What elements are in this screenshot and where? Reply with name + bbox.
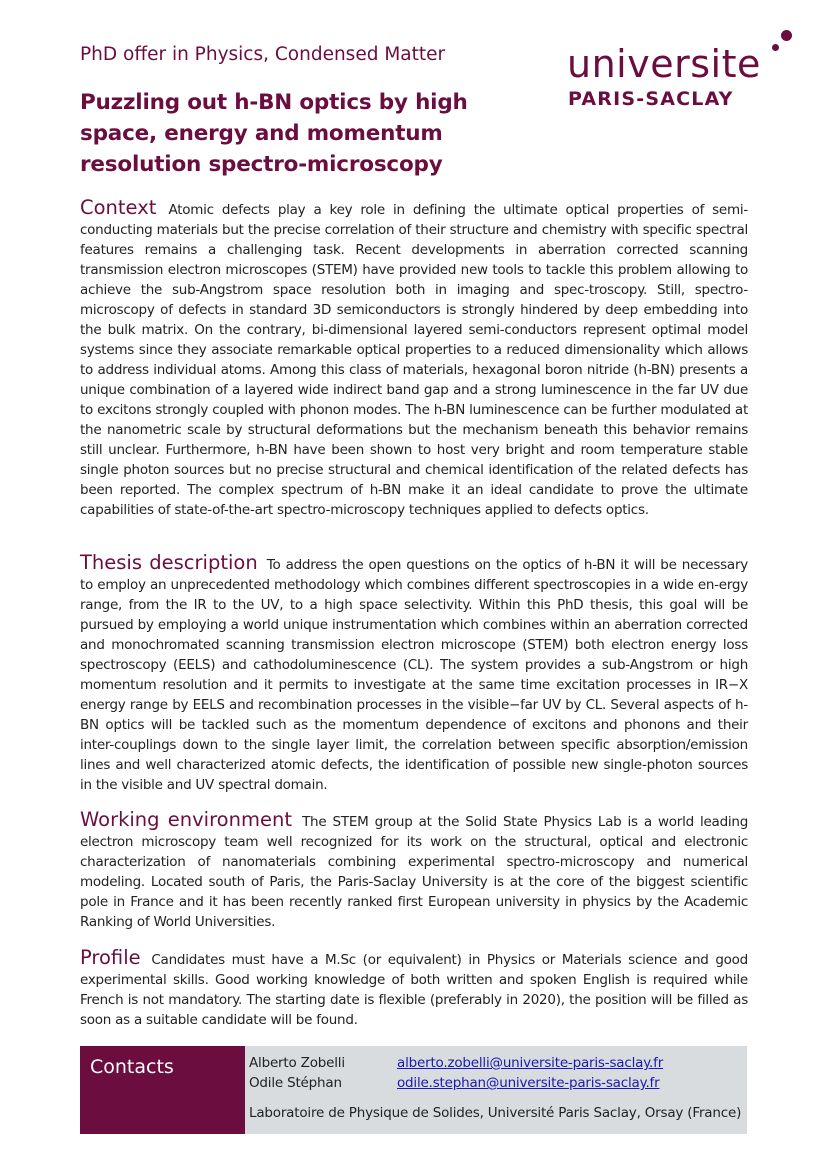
contact-name: Alberto Zobelli [249, 1055, 345, 1071]
logo-subtitle: PARIS-SACLAY [568, 88, 734, 110]
thesis-body: To address the open questions on the optics of h-BN it will be necessary to employ an unprecedented methodology which combines different spectroscopies in a wide en-ergy range, from the IR to the UV, to a high space selectivity. Within this PhD thesis, this goal will be pursued by employing a world unique instrumentation which combines within an aberration corrected and monochromated scanning transmission electron microscope (STEM) both electron energy loss spectroscopy (EELS) and cathodoluminescence (CL). The system provides a sub-Angstrom or high momentum resolution and it permits to investigate at the same time excitation processes in IR−X energy range by EELS and recombination processes in the visible−far UV by CL. Several aspects of h-BN optics will be tackled such as the momentum dependence of excitons and phonons and their inter-couplings down to the single layer limit, the correlation between specific absorption/emission lines and well characterized atomic defects, the identification of possible new single-photon sources in the visible and UV spectral domain. [80, 557, 748, 793]
working-body: The STEM group at the Solid State Physics Lab is a world leading electron microscopy team well recognized for its work on the structural, optical and electronic characterization of nanomaterials combining experimental spectro-microscopy and numerical modeling. Located south of Paris, the Paris-Saclay University is at the core of the biggest scientific pole in France and it has been recently ranked first European university in physics by the Academic Ranking of World Universities. [80, 814, 749, 930]
working-section [80, 810, 748, 932]
contact-row [249, 1053, 747, 1073]
university-logo [565, 30, 795, 110]
lab-address: Laboratoire de Physique de Solides, Université Paris Saclay, Orsay (France) [249, 1105, 742, 1121]
working-heading: Working environment [80, 808, 292, 831]
context-heading: Context [80, 196, 157, 219]
thesis-heading: Thesis description [80, 551, 258, 574]
context-section [80, 198, 748, 520]
profile-heading: Profile [80, 946, 141, 969]
profile-section [80, 948, 748, 1030]
page-title: Puzzling out h-BN optics by high space, energy and momentum resolution spectro-microscopy [80, 90, 468, 177]
contacts-label: Contacts [80, 1046, 245, 1134]
contact-row [249, 1073, 747, 1093]
contacts-box [80, 1046, 747, 1134]
contact-email-link[interactable]: odile.stephan@universite-paris-saclay.fr [397, 1075, 660, 1091]
logo-word: universite [567, 42, 761, 86]
contact-name: Odile Stéphan [249, 1075, 342, 1091]
logo-dot-large [781, 30, 792, 41]
profile-body: Candidates must have a M.Sc (or equivalent) in Physics or Materials science and good experimental skills. Good working knowledge of both written and spoken English is required while French is not mandatory. The starting date is flexible (preferably in 2020), the position will be filled as soon as a suitable candidate will be found. [80, 952, 748, 1028]
contacts-body [245, 1046, 747, 1134]
context-body: Atomic defects play a key role in defining the ultimate optical properties of semi-conducting materials but the precise correlation of their structure and chemistry with specific spectral features remains a challenging task. Recent developments in aberration corrected scanning transmission electron microscopes (STEM) have provided new tools to tackle this problem allowing to achieve the sub-Angstrom space resolution both in imaging and spec-troscopy. Still, spectro-microscopy of defects in standard 3D semiconductors is strongly hindered by deep embedding into the bulk matrix. On the contrary, bi-dimensional layered semi-conductors represent optimal model systems since they associate remarkable optical properties to a reduced dimensionality which allows to address individual atoms. Among this class of materials, hexagonal boron nitride (h-BN) presents a unique combination of a layered wide indirect band gap and a strong luminescence in the far UV due to excitons strongly coupled with phonon modes. The h-BN luminescence can be further modulated at the nanometric scale by structural deformations but the mechanism beneath this behavior remains still unclear. Furthermore, h-BN have been shown to host very bright and room temperature stable single photon sources but no precise structural and chemical identification of the related defects has been reported. The complex spectrum of h-BN make it an ideal candidate to prove the ultimate capabilities of state-of-the-art spectro-microscopy techniques applied to defects optics. [80, 202, 748, 518]
contact-email-link[interactable]: alberto.zobelli@universite-paris-saclay.fr [397, 1055, 664, 1071]
offer-subtitle: PhD offer in Physics, Condensed Matter [80, 44, 446, 65]
logo-dot-small [772, 44, 779, 51]
thesis-section [80, 553, 748, 795]
